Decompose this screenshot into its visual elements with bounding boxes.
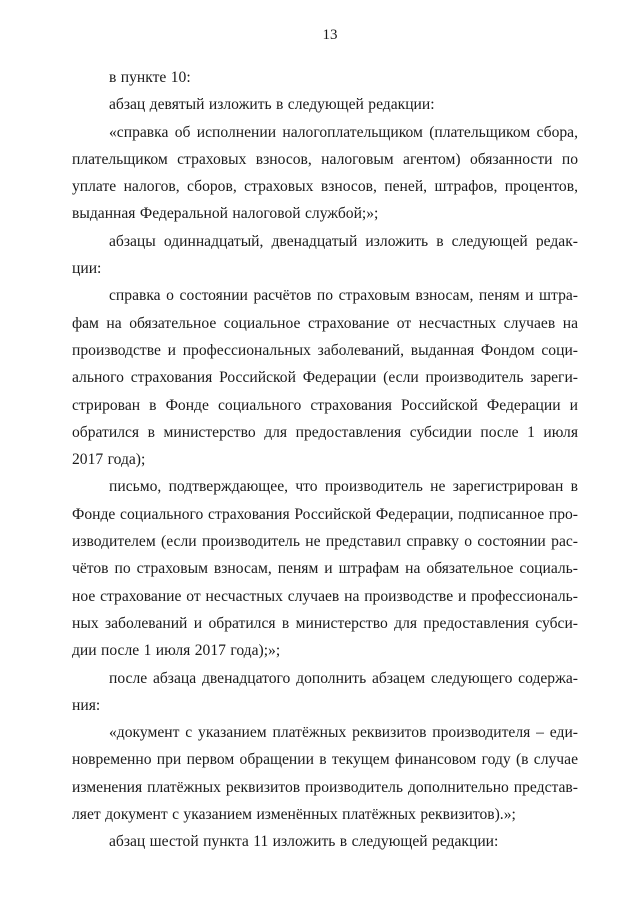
paragraph-non-registration-letter: письмо, подтверждающее, что производитель не зарегистрирован в Фонде социального страхования Российской Федерации, подписанное производителем (если производитель не представил справку о состоянии расчётов по страховым взносам, пеням и штрафам на обязательное социальное страхование от несчастных случаев на производстве и профессиональных заболеваний и обратился в министерство для предоставления субсидии после 1 июля 2017 года);»;	[72, 478, 578, 660]
paragraph-item10-intro: в пункте 10:	[109, 69, 191, 86]
paragraph-item11-instruction: абзац шестой пункта 11 изложить в следующей редакции:	[109, 833, 499, 851]
paragraph-fss-certificate: справка о состоянии расчётов по страховым взносам, пеням и штрафам на обязательное социальное страхование от несчастных случаев на производстве и профессиональных заболеваний, выданная Фондом социального страхования Российской Федерации (если производитель зарегистрирован в Фонде социального страхования Российской Федерации и обратился в министерство для предоставления субсидии после 1 июля 2017 года);	[72, 287, 578, 469]
document-body	[72, 64, 578, 856]
paragraph-after-twelfth-instruction: после абзаца двенадцатого дополнить абзацем следующего содержания:	[72, 669, 578, 714]
paragraph-payment-details-document: «документ с указанием платёжных реквизитов производителя – единовременно при первом обращении в текущем финансовом году (в случае изменения платёжных реквизитов производитель дополнительно представляет документ с указанием изменённых платёжных реквизитов).»;	[72, 724, 578, 824]
paragraph-ninth-abzac-instruction: абзац девятый изложить в следующей редакции:	[109, 96, 435, 114]
paragraph-tax-certificate: «справка об исполнении налогоплательщиком (плательщиком сбора, плательщиком страховых взносов, налоговым агентом) обязанности по уплате налогов, сборов, страховых взносов, пеней, штрафов, процентов, выданная Федеральной налоговой службой;»;	[72, 123, 578, 223]
page-number: 13	[322, 27, 338, 43]
paragraph-abzacs-11-12-instruction: абзацы одиннадцатый, двенадцатый изложить в следующей редакции:	[72, 232, 578, 278]
